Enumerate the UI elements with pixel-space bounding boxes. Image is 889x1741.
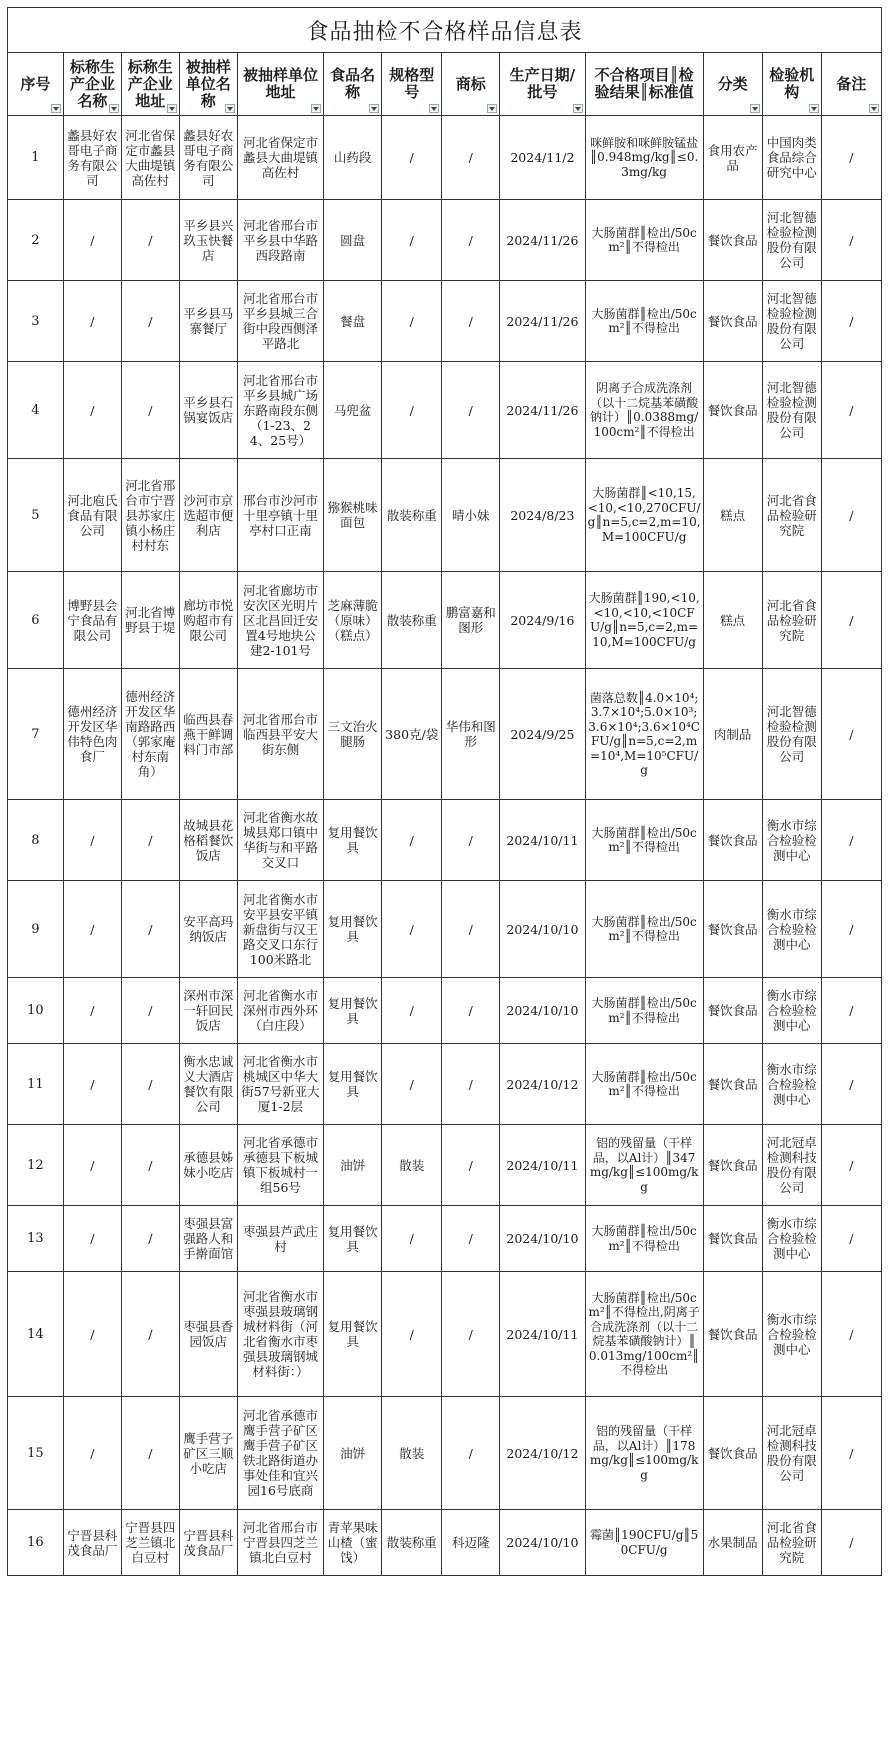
col-spec-cell: / bbox=[382, 1044, 442, 1125]
col-remarks-cell: / bbox=[821, 1206, 881, 1272]
col-category-cell: 餐饮食品 bbox=[703, 1125, 762, 1206]
col-category-cell: 餐饮食品 bbox=[703, 978, 762, 1044]
table-row bbox=[8, 978, 882, 1044]
header-label: 标称生产企业地址 bbox=[127, 57, 173, 110]
col-sampled-unit-address-cell: 河北省邢台市临西县平安大街东侧 bbox=[237, 669, 323, 800]
col-manufacturer-name-cell: / bbox=[63, 362, 121, 459]
col-food-name-cell: 青苹果味山楂（蜜饯） bbox=[324, 1510, 382, 1576]
table-row bbox=[8, 572, 882, 669]
col-sampled-unit-address-cell: 河北省邢台市平乡县城三合街中段西侧泽平路北 bbox=[237, 281, 323, 362]
col-remarks-cell: / bbox=[821, 669, 881, 800]
col-manufacturer-address-cell: 河北省邢台市宁晋县苏家庄镇小杨庄村村东 bbox=[121, 459, 179, 572]
col-sampled-unit-name-cell: 枣强县香园饭店 bbox=[179, 1272, 237, 1397]
col-sampled-unit-address-cell: 邢台市沙河市十里亭镇十里亭村口正南 bbox=[237, 459, 323, 572]
header-label: 规格型号 bbox=[389, 66, 435, 101]
col-manufacturer-address-cell: / bbox=[121, 1125, 179, 1206]
col-production-date-cell: 2024/9/25 bbox=[500, 669, 585, 800]
col-manufacturer-name-cell: / bbox=[63, 1206, 121, 1272]
table-row bbox=[8, 1125, 882, 1206]
col-trademark-cell: / bbox=[442, 881, 500, 978]
col-trademark-cell: / bbox=[442, 116, 500, 200]
col-trademark-cell: / bbox=[442, 281, 500, 362]
col-manufacturer-address-cell: / bbox=[121, 1206, 179, 1272]
col-sampled-unit-address-cell: 河北省承德市鹰手营子矿区鹰手营子矿区铁北路街道办事处佳和宜兴园16号底商 bbox=[237, 1397, 323, 1510]
col-sampled-unit-name-cell: 枣强县富强路人和手擀面馆 bbox=[179, 1206, 237, 1272]
col-sampled-unit-name-header bbox=[179, 53, 237, 116]
filter-dropdown-icon[interactable] bbox=[225, 104, 235, 113]
table-row bbox=[8, 669, 882, 800]
col-sampled-unit-name-cell: 鹰手营子矿区三顺小吃店 bbox=[179, 1397, 237, 1510]
col-sampled-unit-name-cell: 廊坊市悦购超市有限公司 bbox=[179, 572, 237, 669]
table-row bbox=[8, 800, 882, 881]
col-remarks-cell: / bbox=[821, 1125, 881, 1206]
col-production-date-cell: 2024/9/16 bbox=[500, 572, 585, 669]
col-serial-cell: 9 bbox=[8, 881, 64, 978]
col-serial-cell: 16 bbox=[8, 1510, 64, 1576]
col-manufacturer-address-cell: / bbox=[121, 1397, 179, 1510]
col-food-name-cell: 马兜盆 bbox=[324, 362, 382, 459]
col-spec-cell: 散装 bbox=[382, 1125, 442, 1206]
col-manufacturer-address-cell: / bbox=[121, 881, 179, 978]
col-food-name-cell: 复用餐饮具 bbox=[324, 881, 382, 978]
col-spec-cell: / bbox=[382, 281, 442, 362]
col-sampled-unit-name-cell: 平乡县兴玖玉快餐店 bbox=[179, 200, 237, 281]
col-manufacturer-address-cell: 河北省保定市蠡县大曲堤镇高佐村 bbox=[121, 116, 179, 200]
col-sampled-unit-name-cell: 深州市深一轩回民饭店 bbox=[179, 978, 237, 1044]
col-spec-cell: 380克/袋 bbox=[382, 669, 442, 800]
col-failed-item-header bbox=[585, 53, 703, 116]
col-serial-cell: 15 bbox=[8, 1397, 64, 1510]
col-manufacturer-address-cell: / bbox=[121, 362, 179, 459]
col-category-cell: 餐饮食品 bbox=[703, 1397, 762, 1510]
col-sampled-unit-address-cell: 河北省衡水故城县郑口镇中华街与和平路交叉口 bbox=[237, 800, 323, 881]
col-manufacturer-address-cell: / bbox=[121, 1044, 179, 1125]
filter-dropdown-icon[interactable] bbox=[51, 104, 61, 113]
col-production-date-cell: 2024/10/10 bbox=[500, 978, 585, 1044]
col-production-date-header bbox=[500, 53, 585, 116]
header-label: 食品名称 bbox=[330, 66, 376, 101]
col-category-cell: 糕点 bbox=[703, 572, 762, 669]
col-sampled-unit-address-cell: 河北省衡水市深州市西外环（白庄段） bbox=[237, 978, 323, 1044]
col-category-header bbox=[703, 53, 762, 116]
col-production-date-cell: 2024/10/11 bbox=[500, 1125, 585, 1206]
col-spec-cell: / bbox=[382, 1272, 442, 1397]
col-category-cell: 肉制品 bbox=[703, 669, 762, 800]
table-row bbox=[8, 1272, 882, 1397]
col-food-name-cell: 复用餐饮具 bbox=[324, 1206, 382, 1272]
col-failed-item-cell: 咪鲜胺和咪鲜胺锰盐║0.948mg/kg║≤0.3mg/kg bbox=[585, 116, 703, 200]
col-remarks-header bbox=[821, 53, 881, 116]
col-manufacturer-name-cell: / bbox=[63, 881, 121, 978]
col-serial-cell: 7 bbox=[8, 669, 64, 800]
col-trademark-cell: / bbox=[442, 800, 500, 881]
col-manufacturer-address-cell: / bbox=[121, 200, 179, 281]
col-failed-item-cell: 大肠菌群║190,<10,<10,<10,<10CFU/g║n=5,c=2,m=10,M=100CFU/g bbox=[585, 572, 703, 669]
table-row bbox=[8, 459, 882, 572]
col-inspection-agency-cell: 河北冠卓检测科技股份有限公司 bbox=[762, 1125, 821, 1206]
col-remarks-cell: / bbox=[821, 1397, 881, 1510]
col-remarks-cell: / bbox=[821, 459, 881, 572]
col-manufacturer-address-cell: / bbox=[121, 281, 179, 362]
inspection-sheet bbox=[7, 7, 882, 1576]
col-manufacturer-name-header bbox=[63, 53, 121, 116]
col-failed-item-cell: 大肠菌群║检出/50cm²║不得检出 bbox=[585, 200, 703, 281]
table-body bbox=[8, 116, 882, 1576]
col-remarks-cell: / bbox=[821, 572, 881, 669]
col-inspection-agency-cell: 河北省食品检验研究院 bbox=[762, 1510, 821, 1576]
col-production-date-cell: 2024/11/26 bbox=[500, 362, 585, 459]
col-category-cell: 餐饮食品 bbox=[703, 1272, 762, 1397]
col-trademark-cell: 晴小妹 bbox=[442, 459, 500, 572]
col-production-date-cell: 2024/11/2 bbox=[500, 116, 585, 200]
col-sampled-unit-name-cell: 蠡县好农哥电子商务有限公司 bbox=[179, 116, 237, 200]
table-row bbox=[8, 881, 882, 978]
col-manufacturer-address-header bbox=[121, 53, 179, 116]
data-table bbox=[7, 7, 882, 1576]
col-sampled-unit-address-cell: 河北省衡水市枣强县玻璃钢城材料街（河北省衡水市枣强县玻璃钢城材料街：） bbox=[237, 1272, 323, 1397]
col-failed-item-cell: 铝的残留量（干样品，以Al计）║178mg/kg║≤100mg/kg bbox=[585, 1397, 703, 1510]
col-inspection-agency-header bbox=[762, 53, 821, 116]
col-sampled-unit-address-cell: 河北省邢台市宁晋县四芝兰镇北白豆村 bbox=[237, 1510, 323, 1576]
col-remarks-cell: / bbox=[821, 1044, 881, 1125]
col-inspection-agency-cell: 衡水市综合检验检测中心 bbox=[762, 978, 821, 1044]
col-food-name-header bbox=[324, 53, 382, 116]
col-sampled-unit-address-cell: 河北省衡水市桃城区中华大街57号新亚大厦1-2层 bbox=[237, 1044, 323, 1125]
col-food-name-cell: 复用餐饮具 bbox=[324, 978, 382, 1044]
col-sampled-unit-name-cell: 平乡县石锅宴饭店 bbox=[179, 362, 237, 459]
col-trademark-cell: 科迈隆 bbox=[442, 1510, 500, 1576]
col-inspection-agency-cell: 衡水市综合检验检测中心 bbox=[762, 881, 821, 978]
page-title: 食品抽检不合格样品信息表 bbox=[8, 8, 882, 53]
col-manufacturer-name-cell: 河北庖氏食品有限公司 bbox=[63, 459, 121, 572]
col-category-cell: 餐饮食品 bbox=[703, 1206, 762, 1272]
col-spec-cell: 散装称重 bbox=[382, 572, 442, 669]
col-inspection-agency-cell: 衡水市综合检验检测中心 bbox=[762, 1044, 821, 1125]
col-sampled-unit-name-cell: 衡水忠诚义大酒店餐饮有限公司 bbox=[179, 1044, 237, 1125]
filter-dropdown-icon[interactable] bbox=[809, 104, 819, 113]
col-sampled-unit-address-cell: 河北省衡水市安平县安平镇新盘街与汉王路交叉口东行100米路北 bbox=[237, 881, 323, 978]
col-sampled-unit-name-cell: 承德县姊妹小吃店 bbox=[179, 1125, 237, 1206]
col-food-name-cell: 油饼 bbox=[324, 1125, 382, 1206]
header-label: 分类 bbox=[717, 74, 748, 93]
col-food-name-cell: 复用餐饮具 bbox=[324, 800, 382, 881]
col-inspection-agency-cell: 河北省食品检验研究院 bbox=[762, 459, 821, 572]
col-manufacturer-name-cell: 宁晋县科茂食品厂 bbox=[63, 1510, 121, 1576]
col-trademark-cell: / bbox=[442, 1272, 500, 1397]
col-remarks-cell: / bbox=[821, 200, 881, 281]
col-remarks-cell: / bbox=[821, 800, 881, 881]
header-label: 生产日期/批号 bbox=[509, 66, 576, 101]
col-production-date-cell: 2024/8/23 bbox=[500, 459, 585, 572]
col-spec-cell: 散装 bbox=[382, 1397, 442, 1510]
col-manufacturer-address-cell: 德州经济开发区华南路路西（郭家庵村东南角） bbox=[121, 669, 179, 800]
col-inspection-agency-cell: 河北智德检验检测股份有限公司 bbox=[762, 200, 821, 281]
col-spec-cell: / bbox=[382, 116, 442, 200]
col-manufacturer-name-cell: / bbox=[63, 1397, 121, 1510]
header-label: 不合格项目║检验结果║标准值 bbox=[594, 66, 694, 101]
col-food-name-cell: 油饼 bbox=[324, 1397, 382, 1510]
col-trademark-cell: / bbox=[442, 978, 500, 1044]
col-serial-cell: 14 bbox=[8, 1272, 64, 1397]
col-production-date-cell: 2024/10/10 bbox=[500, 881, 585, 978]
col-remarks-cell: / bbox=[821, 978, 881, 1044]
col-serial-cell: 8 bbox=[8, 800, 64, 881]
col-manufacturer-name-cell: / bbox=[63, 978, 121, 1044]
header-label: 备注 bbox=[836, 74, 867, 93]
filter-dropdown-icon[interactable] bbox=[429, 104, 439, 113]
header-row bbox=[8, 53, 882, 116]
header-label: 标称生产企业名称 bbox=[69, 57, 115, 110]
col-sampled-unit-address-header bbox=[237, 53, 323, 116]
header-label: 被抽样单位地址 bbox=[242, 66, 318, 101]
col-inspection-agency-cell: 河北冠卓检测科技股份有限公司 bbox=[762, 1397, 821, 1510]
col-trademark-cell: 华伟和图形 bbox=[442, 669, 500, 800]
col-manufacturer-address-cell: / bbox=[121, 978, 179, 1044]
header-label: 检验机构 bbox=[769, 66, 815, 101]
col-remarks-cell: / bbox=[821, 1510, 881, 1576]
col-production-date-cell: 2024/10/10 bbox=[500, 1510, 585, 1576]
filter-dropdown-icon[interactable] bbox=[311, 104, 321, 113]
col-manufacturer-name-cell: / bbox=[63, 1125, 121, 1206]
col-category-cell: 糕点 bbox=[703, 459, 762, 572]
col-sampled-unit-name-cell: 安平高玛纳饭店 bbox=[179, 881, 237, 978]
filter-dropdown-icon[interactable] bbox=[487, 104, 497, 113]
col-trademark-cell: 鹏富嘉和图形 bbox=[442, 572, 500, 669]
col-inspection-agency-cell: 衡水市综合检验检测中心 bbox=[762, 1206, 821, 1272]
col-remarks-cell: / bbox=[821, 881, 881, 978]
table-row bbox=[8, 1397, 882, 1510]
filter-dropdown-icon[interactable] bbox=[109, 104, 119, 113]
col-serial-cell: 1 bbox=[8, 116, 64, 200]
filter-dropdown-icon[interactable] bbox=[573, 104, 583, 113]
col-category-cell: 餐饮食品 bbox=[703, 800, 762, 881]
col-manufacturer-name-cell: 博野县会宁食品有限公司 bbox=[63, 572, 121, 669]
col-failed-item-cell: 大肠菌群║检出/50cm²║不得检出 bbox=[585, 978, 703, 1044]
col-production-date-cell: 2024/10/12 bbox=[500, 1044, 585, 1125]
col-inspection-agency-cell: 河北智德检验检测股份有限公司 bbox=[762, 669, 821, 800]
col-spec-cell: / bbox=[382, 800, 442, 881]
header-label: 商标 bbox=[455, 74, 486, 93]
col-manufacturer-name-cell: 蠡县好农哥电子商务有限公司 bbox=[63, 116, 121, 200]
col-failed-item-cell: 菌落总数║4.0×10⁴;3.7×10⁴;5.0×10³;3.6×10⁴;3.6×10⁴CFU/g║n=5,c=2,m=10⁴,M=10⁵CFU/g bbox=[585, 669, 703, 800]
table-row bbox=[8, 116, 882, 200]
col-spec-cell: / bbox=[382, 881, 442, 978]
col-failed-item-cell: 大肠菌群║检出/50cm²║不得检出 bbox=[585, 800, 703, 881]
col-sampled-unit-address-cell: 河北省保定市蠡县大曲堤镇高佐村 bbox=[237, 116, 323, 200]
col-category-cell: 餐饮食品 bbox=[703, 1044, 762, 1125]
col-failed-item-cell: 大肠菌群║检出/50cm²║不得检出,阴离子合成洗涤剂（以十二烷基苯磺酸钠计）║0.013mg/100cm²║不得检出 bbox=[585, 1272, 703, 1397]
col-category-cell: 餐饮食品 bbox=[703, 362, 762, 459]
col-failed-item-cell: 大肠菌群║检出/50cm²║不得检出 bbox=[585, 281, 703, 362]
col-spec-cell: / bbox=[382, 200, 442, 281]
col-failed-item-cell: 大肠菌群║检出/50cm²║不得检出 bbox=[585, 1044, 703, 1125]
col-production-date-cell: 2024/10/12 bbox=[500, 1397, 585, 1510]
col-serial-cell: 5 bbox=[8, 459, 64, 572]
col-sampled-unit-address-cell: 河北省承德市承德县下板城镇下板城村一组56号 bbox=[237, 1125, 323, 1206]
col-failed-item-cell: 大肠菌群║检出/50cm²║不得检出 bbox=[585, 1206, 703, 1272]
table-row bbox=[8, 281, 882, 362]
col-manufacturer-address-cell: 宁晋县四芝兰镇北白豆村 bbox=[121, 1510, 179, 1576]
col-manufacturer-address-cell: 河北省博野县于堤 bbox=[121, 572, 179, 669]
col-production-date-cell: 2024/11/26 bbox=[500, 281, 585, 362]
col-food-name-cell: 芝麻薄脆（原味）（糕点） bbox=[324, 572, 382, 669]
col-failed-item-cell: 霉菌║190CFU/g║50CFU/g bbox=[585, 1510, 703, 1576]
col-food-name-cell: 猕猴桃味面包 bbox=[324, 459, 382, 572]
col-spec-cell: 散装称重 bbox=[382, 1510, 442, 1576]
col-remarks-cell: / bbox=[821, 362, 881, 459]
col-category-cell: 食用农产品 bbox=[703, 116, 762, 200]
col-spec-cell: / bbox=[382, 1206, 442, 1272]
col-manufacturer-name-cell: / bbox=[63, 800, 121, 881]
col-sampled-unit-address-cell: 河北省廊坊市安次区光明片区北昌回迁安置4号地块公建2-101号 bbox=[237, 572, 323, 669]
col-failed-item-cell: 阴离子合成洗涤剂（以十二烷基苯磺酸钠计）║0.0388mg/100cm²║不得检出 bbox=[585, 362, 703, 459]
col-serial-cell: 13 bbox=[8, 1206, 64, 1272]
col-spec-header bbox=[382, 53, 442, 116]
col-production-date-cell: 2024/10/11 bbox=[500, 800, 585, 881]
filter-dropdown-icon[interactable] bbox=[869, 104, 879, 113]
col-trademark-cell: / bbox=[442, 1397, 500, 1510]
col-category-cell: 餐饮食品 bbox=[703, 881, 762, 978]
col-manufacturer-name-cell: / bbox=[63, 200, 121, 281]
col-sampled-unit-name-cell: 故城县花格稻餐饮饭店 bbox=[179, 800, 237, 881]
table-row bbox=[8, 200, 882, 281]
col-sampled-unit-name-cell: 沙河市京选超市便利店 bbox=[179, 459, 237, 572]
col-inspection-agency-cell: 河北智德检验检测股份有限公司 bbox=[762, 281, 821, 362]
col-trademark-cell: / bbox=[442, 200, 500, 281]
col-inspection-agency-cell: 河北省食品检验研究院 bbox=[762, 572, 821, 669]
col-food-name-cell: 复用餐饮具 bbox=[324, 1272, 382, 1397]
col-food-name-cell: 复用餐饮具 bbox=[324, 1044, 382, 1125]
col-sampled-unit-address-cell: 河北省邢台市平乡县中华路西段路南 bbox=[237, 200, 323, 281]
col-serial-cell: 12 bbox=[8, 1125, 64, 1206]
col-food-name-cell: 餐盘 bbox=[324, 281, 382, 362]
table-row bbox=[8, 1510, 882, 1576]
col-serial-header bbox=[8, 53, 64, 116]
col-serial-cell: 2 bbox=[8, 200, 64, 281]
col-serial-cell: 6 bbox=[8, 572, 64, 669]
filter-dropdown-icon[interactable] bbox=[167, 104, 177, 113]
col-food-name-cell: 圆盘 bbox=[324, 200, 382, 281]
filter-dropdown-icon[interactable] bbox=[750, 104, 760, 113]
col-failed-item-cell: 铝的残留量（干样品，以Al计）║347mg/kg║≤100mg/kg bbox=[585, 1125, 703, 1206]
col-category-cell: 餐饮食品 bbox=[703, 200, 762, 281]
col-production-date-cell: 2024/10/11 bbox=[500, 1272, 585, 1397]
col-remarks-cell: / bbox=[821, 1272, 881, 1397]
col-inspection-agency-cell: 衡水市综合检验检测中心 bbox=[762, 1272, 821, 1397]
col-sampled-unit-name-cell: 宁晋县科茂食品厂 bbox=[179, 1510, 237, 1576]
col-spec-cell: 散装称重 bbox=[382, 459, 442, 572]
col-failed-item-cell: 大肠菌群║<10,15,<10,<10,270CFU/g║n=5,c=2,m=10,M=100CFU/g bbox=[585, 459, 703, 572]
col-production-date-cell: 2024/10/10 bbox=[500, 1206, 585, 1272]
col-sampled-unit-name-cell: 临西县春燕干鲜调料门市部 bbox=[179, 669, 237, 800]
table-row bbox=[8, 362, 882, 459]
col-manufacturer-address-cell: / bbox=[121, 1272, 179, 1397]
col-sampled-unit-name-cell: 平乡县马寨餐厅 bbox=[179, 281, 237, 362]
col-serial-cell: 4 bbox=[8, 362, 64, 459]
col-production-date-cell: 2024/11/26 bbox=[500, 200, 585, 281]
col-food-name-cell: 三文治火腿肠 bbox=[324, 669, 382, 800]
header-label: 序号 bbox=[20, 74, 51, 93]
col-manufacturer-name-cell: / bbox=[63, 1272, 121, 1397]
col-trademark-cell: / bbox=[442, 1044, 500, 1125]
col-remarks-cell: / bbox=[821, 116, 881, 200]
col-manufacturer-name-cell: / bbox=[63, 281, 121, 362]
col-spec-cell: / bbox=[382, 978, 442, 1044]
col-trademark-cell: / bbox=[442, 1125, 500, 1206]
col-spec-cell: / bbox=[382, 362, 442, 459]
col-serial-cell: 10 bbox=[8, 978, 64, 1044]
col-sampled-unit-address-cell: 河北省邢台市平乡县城广场东路南段东侧（1-23、24、25号） bbox=[237, 362, 323, 459]
col-serial-cell: 11 bbox=[8, 1044, 64, 1125]
col-sampled-unit-address-cell: 枣强县芦武庄村 bbox=[237, 1206, 323, 1272]
col-inspection-agency-cell: 衡水市综合检验检测中心 bbox=[762, 800, 821, 881]
col-remarks-cell: / bbox=[821, 281, 881, 362]
col-inspection-agency-cell: 中国肉类食品综合研究中心 bbox=[762, 116, 821, 200]
filter-dropdown-icon[interactable] bbox=[369, 104, 379, 113]
col-trademark-header bbox=[442, 53, 500, 116]
col-food-name-cell: 山药段 bbox=[324, 116, 382, 200]
col-manufacturer-address-cell: / bbox=[121, 800, 179, 881]
col-trademark-cell: / bbox=[442, 362, 500, 459]
col-category-cell: 餐饮食品 bbox=[703, 281, 762, 362]
table-row bbox=[8, 1044, 882, 1125]
col-manufacturer-name-cell: / bbox=[63, 1044, 121, 1125]
col-serial-cell: 3 bbox=[8, 281, 64, 362]
header-label: 被抽样单位名称 bbox=[185, 57, 231, 110]
col-inspection-agency-cell: 河北智德检验检测股份有限公司 bbox=[762, 362, 821, 459]
table-row bbox=[8, 1206, 882, 1272]
col-manufacturer-name-cell: 德州经济开发区华伟特色肉食厂 bbox=[63, 669, 121, 800]
col-category-cell: 水果制品 bbox=[703, 1510, 762, 1576]
col-failed-item-cell: 大肠菌群║检出/50cm²║不得检出 bbox=[585, 881, 703, 978]
col-trademark-cell: / bbox=[442, 1206, 500, 1272]
